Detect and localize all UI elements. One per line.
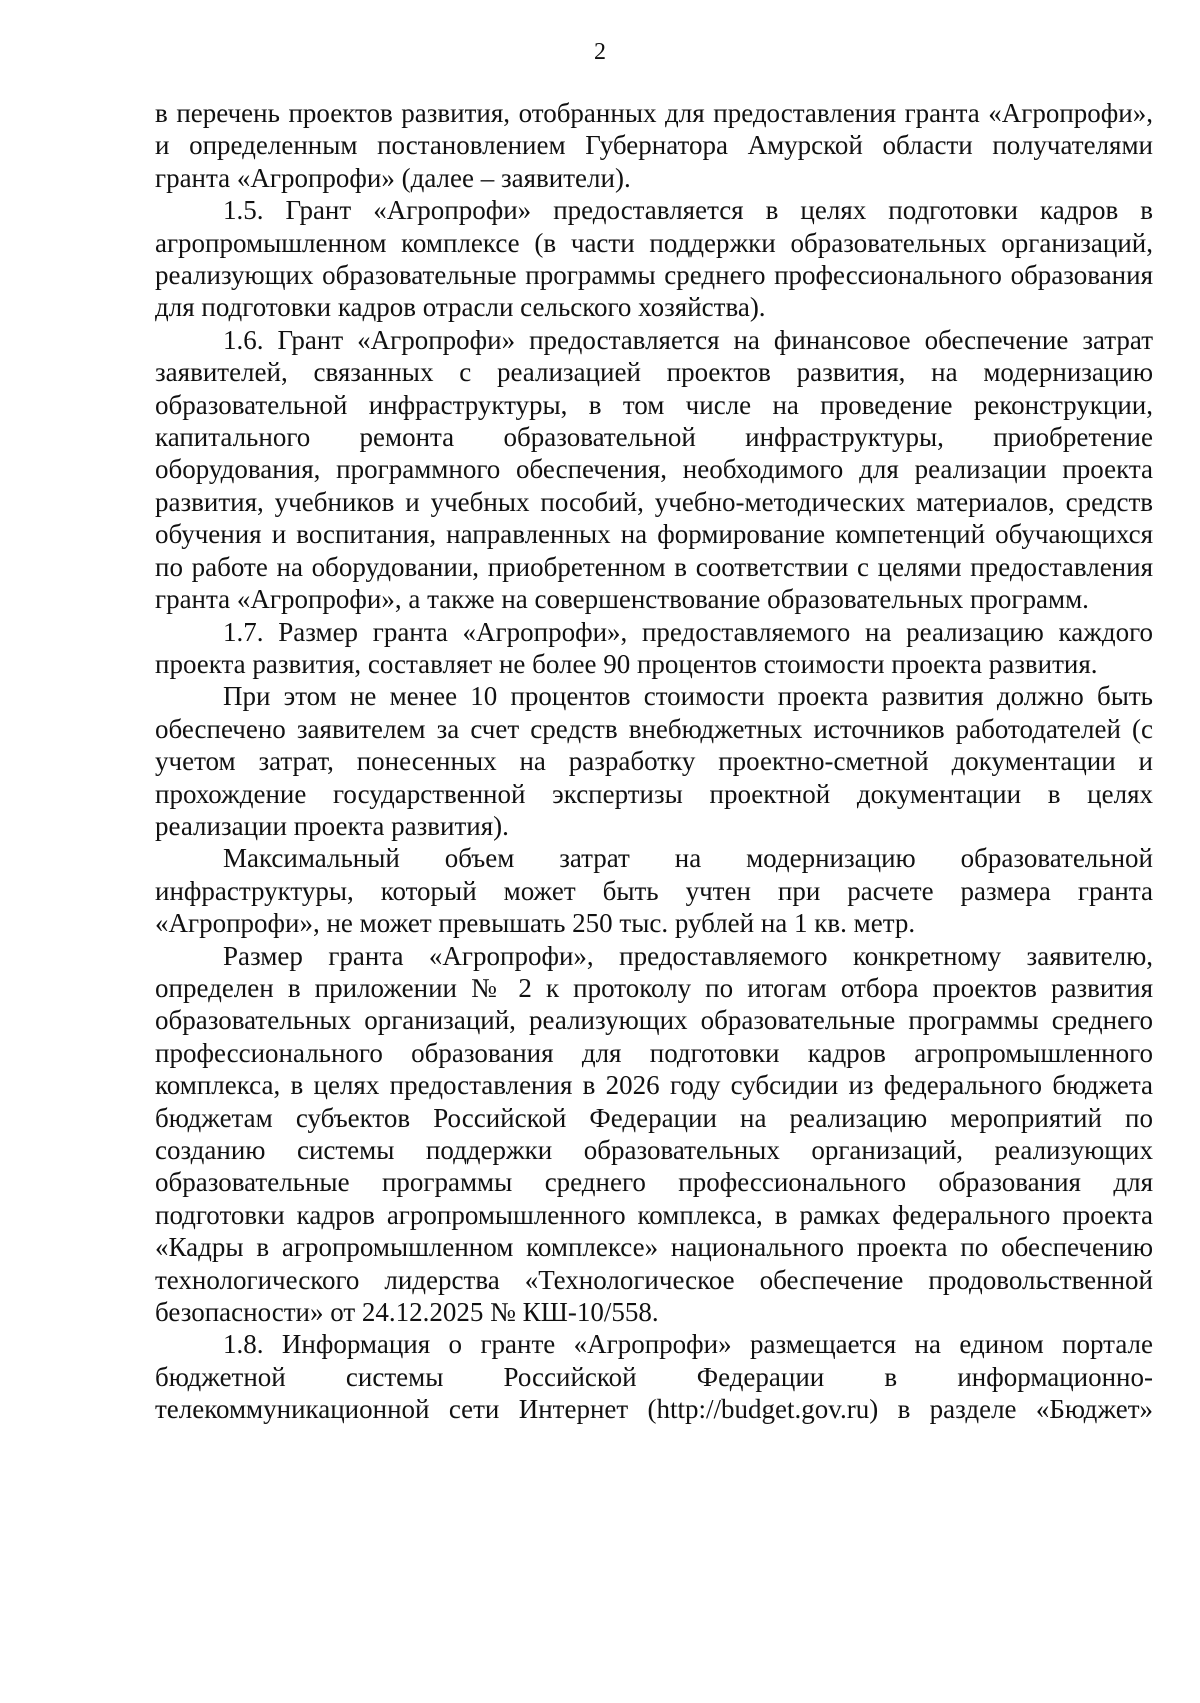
paragraph-max-costs: Максимальный объем затрат на модернизацию образовательной инфраструктуры, который может быть учтен при расчете размера гранта «Агропрофи», не может превышать 250 тыс. рублей на 1 кв. метр.: [155, 843, 1153, 939]
paragraph-1-8: 1.8. Информация о гранте «Агропрофи» размещается на едином портале бюджетной системы Российской Федерации в информационно-телекоммуникационной сети Интернет (http://budget.gov.ru) в разделе «Бюджет»: [155, 1329, 1153, 1425]
paragraph-cofinancing: При этом не менее 10 процентов стоимости проекта развития должно быть обеспечено заявителем за счет средств внебюджетных источников работодателей (с учетом затрат, понесенных на разработку проектно-сметной документации и прохождение государственной экспертизы проектной документации в целях реализации проекта развития).: [155, 681, 1153, 841]
paragraph-1-5: 1.5. Грант «Агропрофи» предоставляется в целях подготовки кадров в агропромышленном комплексе (в части поддержки образовательных организаций, реализующих образовательные программы среднего профессионального образования для подготовки кадров отрасли сельского хозяйства).: [155, 195, 1153, 323]
paragraph-continuation: в перечень проектов развития, отобранных для предоставления гранта «Агропрофи», и определенным постановлением Губернатора Амурской области получателями гранта «Агропрофи» (далее – заявители).: [155, 98, 1153, 193]
page-number: 2: [594, 39, 606, 65]
paragraph-1-6: 1.6. Грант «Агропрофи» предоставляется на финансовое обеспечение затрат заявителей, связанных с реализацией проектов развития, на модернизацию образовательной инфраструктуры, в том числе на проведение реконструкции, капитального ремонта образовательной инфраструктуры, приобретение оборудования, программного обеспечения, необходимого для реализации проекта развития, учебников и учебных пособий, учебно-методических материалов, средств обучения и воспитания, направленных на формирование компетенций обучающихся по работе на оборудовании, приобретенном в соответствии с целями предоставления гранта «Агропрофи», а также на совершенствование образовательных программ.: [155, 324, 1153, 615]
paragraph-1-7: 1.7. Размер гранта «Агропрофи», предоставляемого на реализацию каждого проекта развития, составляет не более 90 процентов стоимости проекта развития.: [155, 616, 1153, 679]
paragraph-grant-amount: Размер гранта «Агропрофи», предоставляемого конкретному заявителю, определен в приложении № 2 к протоколу по итогам отбора проектов развития образовательных организаций, реализующих образовательные программы среднего профессионального образования для подготовки кадров агропромышленного комплекса, в целях предоставления в 2026 году субсидии из федерального бюджета бюджетам субъектов Российской Федерации на реализацию мероприятий по созданию системы поддержки образовательных организаций, реализующих образовательные программы среднего профессионального образования для подготовки кадров агропромышленного комплекса, в рамках федерального проекта «Кадры в агропромышленном комплексе» национального проекта по обеспечению технологического лидерства «Технологическое обеспечение продовольственной безопасности» от 24.12.2025 № КШ-10/558.: [155, 940, 1153, 1328]
document-body: [155, 97, 1153, 1426]
